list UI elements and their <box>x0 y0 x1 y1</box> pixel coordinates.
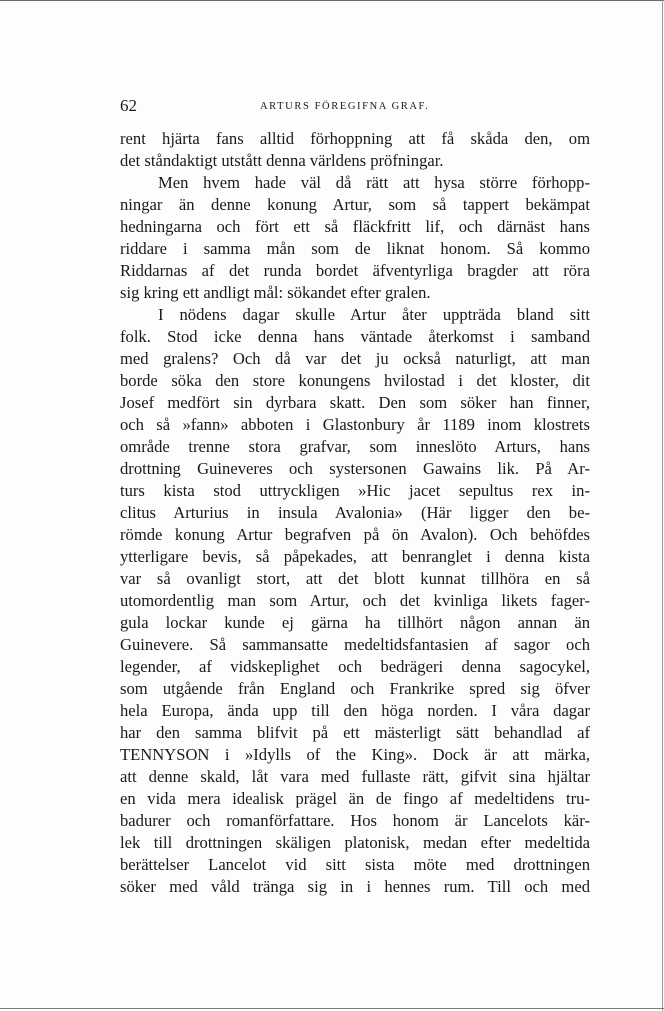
text-line: I nödens dagar skulle Artur åter uppträda bland sitt <box>158 305 590 324</box>
scan-bottom-edge <box>0 1008 664 1009</box>
text-line: det ståndaktigt utstått denna världens pröfningar. <box>120 151 444 170</box>
text-line: berättelser Lancelot vid sitt sista möte med drottningen <box>120 855 590 874</box>
text-line: riddare i samma mån som de liknat honom. Så kommo <box>120 239 590 258</box>
running-head: ARTURS FÖREGIFNA GRAF. <box>260 101 430 112</box>
text-line: lek till drottningen skäligen platonisk, medan efter medeltida <box>120 833 590 852</box>
text-line: badurer och romanförfattare. Hos honom är Lancelots kär- <box>120 811 590 830</box>
text-line: TENNYSON i »Idylls of the King». Dock är att märka, <box>120 745 590 764</box>
text-line: römde konung Artur begrafven på ön Avalon). Och behöfdes <box>120 525 590 544</box>
text-line: söker med våld tränga sig in i hennes rum. Till och med <box>120 877 590 896</box>
text-line: har den samma blifvit på ett mästerligt sätt behandlad af <box>120 723 590 742</box>
text-line: folk. Stod icke denna hans väntade återkomst i samband <box>120 327 590 346</box>
text-line: sig kring ett andligt mål: sökandet efter gralen. <box>120 283 431 302</box>
page-header <box>120 96 590 118</box>
text-line: var så ovanligt stort, att det blott kunnat tillhöra en så <box>120 569 590 588</box>
text-line: med gralens? Och då var det ju också naturligt, att man <box>120 349 590 368</box>
page-number: 62 <box>120 96 137 115</box>
text-line: som utgående från England och Frankrike spred sig öfver <box>120 679 590 698</box>
text-line: legender, af vidskeplighet och bedrägeri denna sagocykel, <box>120 657 590 676</box>
text-line: gula lockar kunde ej gärna ha tillhört någon annan än <box>120 613 590 632</box>
text-line: en vida mera idealisk prägel än de fingo af medeltidens tru- <box>120 789 590 808</box>
text-line: rent hjärta fans alltid förhoppning att få skåda den, om <box>120 129 590 148</box>
text-line: borde söka den store konungens hvilostad i det kloster, dit <box>120 371 590 390</box>
text-line: och så »fann» abboten i Glastonbury år 1189 inom klostrets <box>120 415 590 434</box>
text-line: utomordentlig man som Artur, och det kvinliga likets fager- <box>120 591 590 610</box>
text-line: hedningarna och fört ett så fläckfritt lif, och därnäst hans <box>120 217 590 236</box>
text-line: clitus Arturius in insula Avalonia» (Här ligger den be- <box>120 503 590 522</box>
text-line: Guinevere. Så sammansatte medeltidsfantasien af sagor och <box>120 635 590 654</box>
text-line: område trenne stora grafvar, som inneslöto Arturs, hans <box>120 437 590 456</box>
scan-right-edge <box>662 0 663 1011</box>
text-line: Men hvem hade väl då rätt att hysa större förhopp- <box>158 173 590 192</box>
text-line: drottning Guineveres och systersonen Gawains lik. På Ar- <box>120 459 590 478</box>
text-line: hela Europa, ända upp till den höga norden. I våra dagar <box>120 701 590 720</box>
text-line: ytterligare bevis, så påpekades, att benranglet i denna kista <box>120 547 590 566</box>
text-line: Riddarnas af det runda bordet äfventyrliga bragder att röra <box>120 261 590 280</box>
text-line: turs kista stod uttryckligen »Hic jacet sepultus rex in- <box>120 481 590 500</box>
body-text <box>120 128 590 898</box>
scan-top-edge <box>0 0 664 1</box>
text-line: Josef medfört sin dyrbara skatt. Den som söker han finner, <box>120 393 590 412</box>
text-line: att denne skald, låt vara med fullaste rätt, gifvit sina hjältar <box>120 767 590 786</box>
text-line: ningar än denne konung Artur, som så tappert bekämpat <box>120 195 590 214</box>
